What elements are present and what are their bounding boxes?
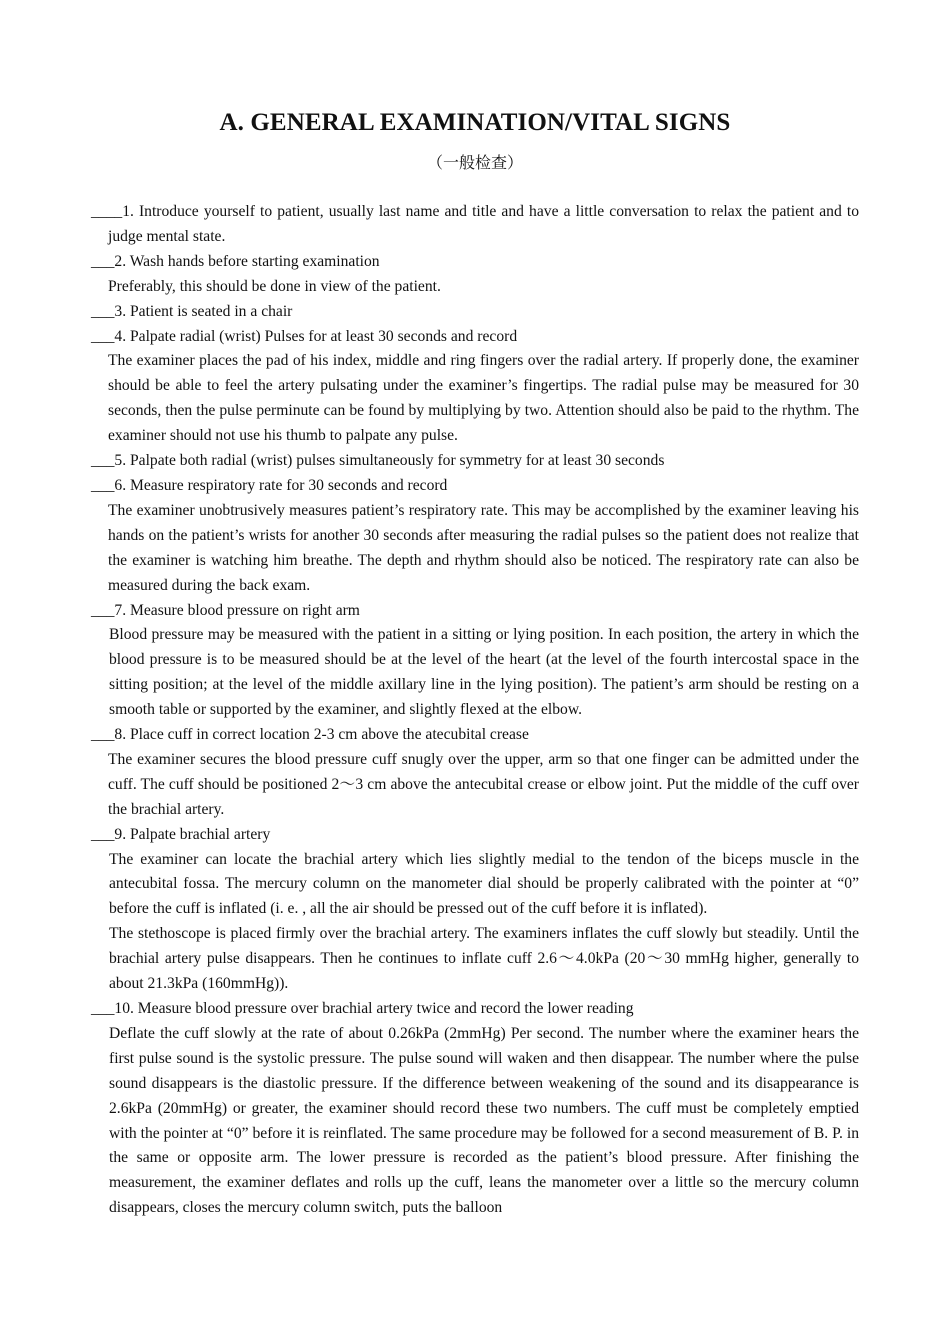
page-subtitle: （一般检查）	[426, 153, 523, 172]
checklist-item-4-label: ___4. Palpate radial (wrist) Pulses for at least 30 seconds and record	[91, 327, 518, 345]
checklist-item-7-label: ___7. Measure blood pressure on right arm	[91, 601, 360, 619]
checklist-item-5-label: ___5. Palpate both radial (wrist) pulses simultaneously for symmetry for at least 30 seconds	[91, 452, 665, 470]
checklist-item-6-label: ___6. Measure respiratory rate for 30 seconds and record	[91, 476, 448, 494]
checklist-item-6-description: The examiner unobtrusively measures patient’s respiratory rate. This may be accomplished by the examiner leaving his hands on the patient’s wrists for another 30 seconds after measuring the radial pulses so the patient does not realize that the examiner is watching him breathe. The depth and rhythm should also be noticed. The respiratory rate can also be measured during the back exam.	[108, 501, 859, 594]
checklist	[91, 200, 859, 1221]
checklist-item-8-description: The examiner secures the blood pressure cuff snugly over the upper, arm so that one finger can be admitted under the cuff. The cuff should be positioned 2～3 cm above the antecubital crease or elbow joint. Put the middle of the cuff over the brachial artery.	[108, 750, 859, 818]
checklist-item-9-description	[91, 848, 859, 997]
item-9-paragraph-2: The stethoscope is placed firmly over the brachial artery. The examiners inflates the cuff slowly but steadily. Until the brachial artery pulse disappears. Then he continues to inflate cuff 2.6～4.0kPa (20～30 mmHg higher, generally to about 21.3kPa (160mmHg)).	[109, 925, 859, 993]
checklist-item-1	[91, 200, 859, 250]
item-1-label: ____1. Introduce yourself to patient, usually last name and title and have a little conversation to relax the patient and to judge mental state.	[91, 203, 859, 245]
checklist-item-7-description: Blood pressure may be measured with the patient in a sitting or lying position. In each position, the artery in which the blood pressure is to be measured should be at the level of the heart (at the level of the fourth intercostal space in the sitting position; at the level of the middle axillary line in the lying position). The patient’s arm should be resting on a smooth table or supported by the examiner, and slightly flexed at the elbow.	[109, 626, 859, 719]
checklist-item-2-label: ___2. Wash hands before starting examination	[91, 252, 380, 270]
checklist-item-3-label: ___3. Patient is seated in a chair	[91, 302, 293, 320]
checklist-item-9-label: ___9. Palpate brachial artery	[91, 825, 271, 843]
checklist-item-4-description: The examiner places the pad of his index, middle and ring fingers over the radial artery. If properly done, the examiner should be able to feel the artery pulsating under the examiner’s fingertips. The radial pulse may be measured for 30 seconds, then the pulse perminute can be found by multiplying by two. Attention should also be paid to the rhythm. The examiner should not use his thumb to palpate any pulse.	[108, 352, 859, 445]
checklist-item-2-description: Preferably, this should be done in view of the patient.	[108, 277, 441, 295]
checklist-item-8-label: ___8. Place cuff in correct location 2-3 cm above the atecubital crease	[91, 726, 529, 744]
page-title: A. GENERAL EXAMINATION/VITAL SIGNS	[219, 109, 731, 136]
checklist-item-10-description: Deflate the cuff slowly at the rate of about 0.26kPa (2mmHg) Per second. The number where the examiner hears the first pulse sound is the systolic pressure. The pulse sound will waken and then disappear. The number where the pulse sound disappears is the diastolic pressure. If the difference between weakening of the sound and its disappearance is 2.6kPa (20mmHg) or greater, the examiner should record these two numbers. The cuff must be completely emptied with the pointer at “0” before it is reinflated. The same procedure may be followed for a second measurement of B. P. in the same or opposite arm. The lower pressure is recorded as the patient’s blood pressure. After finishing the measurement, the examiner deflates and rolls up the cuff, leans the manometer over a little so the mercury column disappears, closes the mercury column switch, puts the balloon	[109, 1024, 859, 1217]
item-9-paragraph-1: The examiner can locate the brachial artery which lies slightly medial to the tendon of the biceps muscle in the antecubital fossa. The mercury column on the manometer dial should be properly calibrated with the pointer at “0” before the cuff is inflated (i. e. , all the air should be pressed out of the cuff before it is inflated).	[109, 850, 859, 918]
checklist-item-10-label: ___10. Measure blood pressure over brachial artery twice and record the lower reading	[91, 1000, 634, 1017]
